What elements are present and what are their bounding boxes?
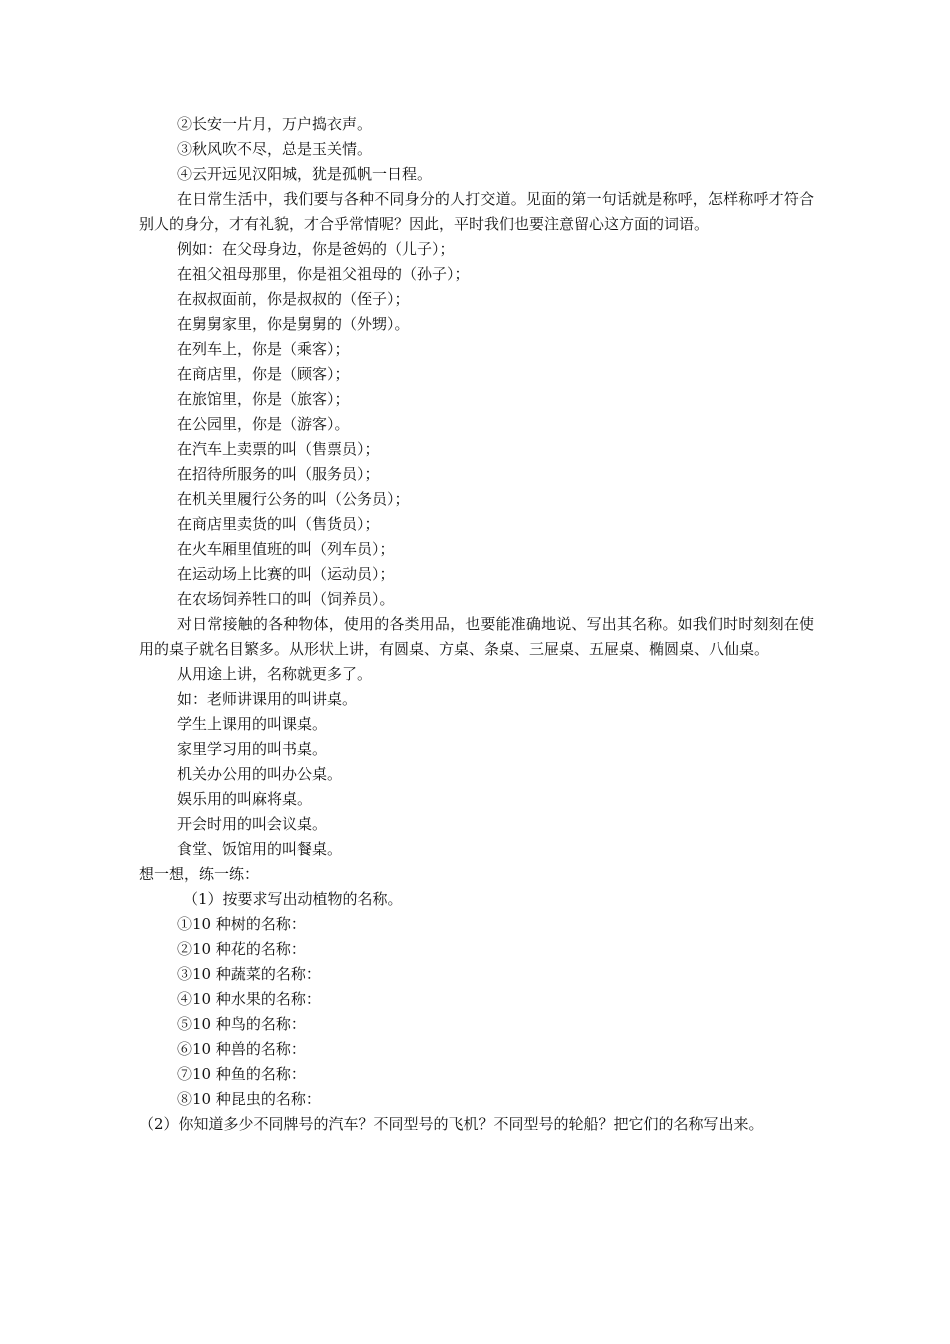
poem-line: ④云开远见汉阳城，犹是孤帆一日程。 bbox=[177, 165, 433, 183]
exercise-1-item: ⑧10 种昆虫的名称： bbox=[177, 1090, 321, 1108]
title-example-line: 例如：在父母身边，你是爸妈的（儿子）； bbox=[177, 240, 455, 258]
exercise-1-title: （1）按要求写出动植物的名称。 bbox=[183, 890, 403, 908]
title-example-line: 在招待所服务的叫（服务员）； bbox=[177, 465, 380, 483]
title-example-line: 在商店里，你是（顾客）； bbox=[177, 365, 350, 383]
title-example-line: 在火车厢里值班的叫（列车员）； bbox=[177, 540, 395, 558]
exercise-1-item: ④10 种水果的名称： bbox=[177, 990, 321, 1008]
document-page bbox=[139, 112, 814, 1137]
title-example-line: 在汽车上卖票的叫（售票员）； bbox=[177, 440, 380, 458]
title-example-line: 在叔叔面前，你是叔叔的（侄子）； bbox=[177, 290, 410, 308]
title-example-line: 在运动场上比赛的叫（运动员）； bbox=[177, 565, 395, 583]
title-example-line: 在公园里，你是（游客）。 bbox=[177, 415, 350, 433]
usage-line: 学生上课用的叫课桌。 bbox=[177, 715, 328, 733]
exercise-1-item: ⑦10 种鱼的名称： bbox=[177, 1065, 306, 1083]
title-example-line: 在祖父祖母那里，你是祖父祖母的（孙子）； bbox=[177, 265, 470, 283]
usage-line: 家里学习用的叫书桌。 bbox=[177, 740, 328, 758]
usage-line: 食堂、饭馆用的叫餐桌。 bbox=[177, 840, 343, 858]
intro-paragraph: 在日常生活中，我们要与各种不同身分的人打交道。见面的第一句话就是称呼，怎样称呼才符合别人的身分，才有礼貌，才合乎常情呢？因此，平时我们也要注意留心这方面的词语。 bbox=[139, 190, 814, 233]
exercise-1-item: ②10 种花的名称： bbox=[177, 940, 306, 958]
title-example-line: 在列车上，你是（乘客）； bbox=[177, 340, 350, 358]
poem-line: ③秋风吹不尽，总是玉关情。 bbox=[177, 140, 373, 158]
title-example-line: 在机关里履行公务的叫（公务员）； bbox=[177, 490, 410, 508]
exercise-1-item: ③10 种蔬菜的名称： bbox=[177, 965, 321, 983]
usage-line: 娱乐用的叫麻将桌。 bbox=[177, 790, 313, 808]
exercise-heading: 想一想，练一练： bbox=[139, 865, 260, 883]
title-example-line: 在商店里卖货的叫（售货员）； bbox=[177, 515, 380, 533]
usage-line: 从用途上讲，名称就更多了。 bbox=[177, 665, 373, 683]
objects-paragraph: 对日常接触的各种物体，使用的各类用品，也要能准确地说、写出其名称。如我们时时刻刻在使用的桌子就名目繁多。从形状上讲，有圆桌、方桌、条桌、三屉桌、五屉桌、椭圆桌、八仙桌。 bbox=[139, 615, 814, 658]
exercise-1-item: ⑥10 种兽的名称： bbox=[177, 1040, 306, 1058]
exercise-1-item: ⑤10 种鸟的名称： bbox=[177, 1015, 306, 1033]
usage-line: 机关办公用的叫办公桌。 bbox=[177, 765, 343, 783]
title-example-line: 在旅馆里，你是（旅客）； bbox=[177, 390, 350, 408]
title-example-line: 在舅舅家里，你是舅舅的（外甥）。 bbox=[177, 315, 410, 333]
usage-line: 开会时用的叫会议桌。 bbox=[177, 815, 328, 833]
title-example-line: 在农场饲养牲口的叫（饲养员）。 bbox=[177, 590, 395, 608]
poem-line: ②长安一片月，万户捣衣声。 bbox=[177, 115, 373, 133]
usage-line: 如：老师讲课用的叫讲桌。 bbox=[177, 690, 358, 708]
exercise-2: （2）你知道多少不同牌号的汽车？不同型号的飞机？不同型号的轮船？把它们的名称写出来。 bbox=[139, 1115, 764, 1133]
exercise-1-item: ①10 种树的名称： bbox=[177, 915, 306, 933]
